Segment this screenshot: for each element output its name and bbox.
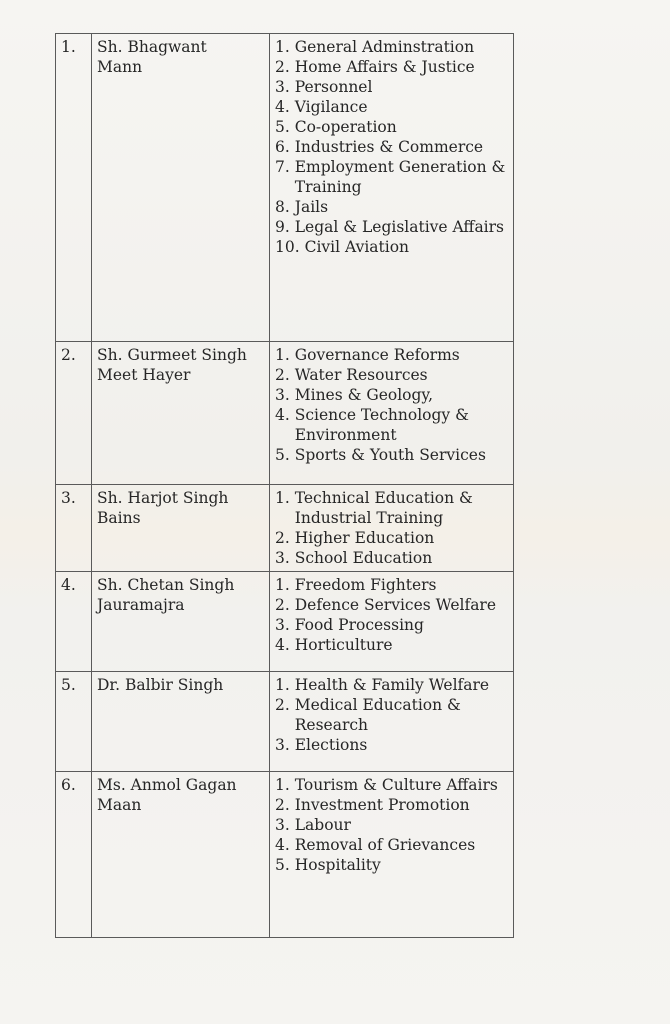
list-item: 2. Water Resources (275, 366, 428, 384)
serial-number: 2. (56, 342, 92, 485)
name-line: Meet Hayer (97, 366, 191, 384)
list-item: 5. Sports & Youth Services (275, 446, 486, 464)
name-line: Mann (97, 58, 143, 76)
list-item: 3. Labour (275, 816, 351, 834)
list-item: 2. Medical Education & Research (275, 696, 461, 734)
table-row (56, 572, 514, 672)
list-item: 4. Removal of Grievances (275, 836, 476, 854)
portfolio-cell (270, 572, 514, 672)
serial-number: 5. (56, 672, 92, 772)
serial-number: 6. (56, 772, 92, 938)
portfolio-list (275, 675, 508, 755)
list-item: 3. Personnel (275, 78, 373, 96)
portfolio-cell (270, 34, 514, 342)
list-item: 2. Home Affairs & Justice (275, 58, 475, 76)
serial-number: 1. (56, 34, 92, 342)
list-item: 5. Hospitality (275, 856, 381, 874)
portfolio-list (275, 37, 508, 257)
list-item: 5. Co-operation (275, 118, 397, 136)
list-item: 7. Employment Generation & Training (275, 158, 506, 196)
minister-name (92, 485, 270, 572)
list-item: 2. Investment Promotion (275, 796, 470, 814)
list-item: 10. Civil Aviation (275, 238, 410, 256)
portfolio-list (275, 775, 508, 875)
portfolio-cell (270, 342, 514, 485)
list-item: 1. General Adminstration (275, 38, 475, 56)
list-item: 1. Technical Education & Industrial Training (275, 489, 473, 527)
list-item: 1. Governance Reforms (275, 346, 460, 364)
list-item: 2. Higher Education (275, 529, 435, 547)
name-line: Jauramajra (97, 596, 185, 614)
serial-number: 4. (56, 572, 92, 672)
table-row (56, 772, 514, 938)
table-row (56, 342, 514, 485)
name-line: Bains (97, 509, 141, 527)
list-item: 3. Elections (275, 736, 368, 754)
list-item: 3. Mines & Geology, (275, 386, 434, 404)
portfolio-cell (270, 772, 514, 938)
name-line: Sh. Harjot Singh (97, 489, 229, 507)
minister-name (92, 34, 270, 342)
list-item: 8. Jails (275, 198, 329, 216)
name-line: Sh. Chetan Singh (97, 576, 235, 594)
table-row (56, 485, 514, 572)
minister-name (92, 342, 270, 485)
portfolio-cell (270, 672, 514, 772)
minister-name (92, 572, 270, 672)
portfolio-allocation-table (55, 33, 514, 938)
list-item: 4. Science Technology & Environment (275, 406, 469, 444)
name-line: Ms. Anmol Gagan (97, 776, 237, 794)
table-row (56, 672, 514, 772)
list-item: 3. Food Processing (275, 616, 424, 634)
list-item: 9. Legal & Legislative Affairs (275, 218, 505, 236)
portfolio-list (275, 575, 508, 655)
minister-name (92, 772, 270, 938)
name-line: Sh. Gurmeet Singh (97, 346, 247, 364)
portfolio-cell (270, 485, 514, 572)
name-line: Maan (97, 796, 142, 814)
portfolio-list (275, 488, 508, 568)
list-item: 1. Freedom Fighters (275, 576, 437, 594)
list-item: 1. Health & Family Welfare (275, 676, 490, 694)
list-item: 3. School Education (275, 549, 433, 567)
list-item: 1. Tourism & Culture Affairs (275, 776, 498, 794)
portfolio-list (275, 345, 508, 465)
serial-number: 3. (56, 485, 92, 572)
table-row (56, 34, 514, 342)
list-item: 2. Defence Services Welfare (275, 596, 497, 614)
name-line: Dr. Balbir Singh (97, 676, 224, 694)
list-item: 4. Vigilance (275, 98, 368, 116)
list-item: 6. Industries & Commerce (275, 138, 484, 156)
minister-name (92, 672, 270, 772)
list-item: 4. Horticulture (275, 636, 393, 654)
name-line: Sh. Bhagwant (97, 38, 207, 56)
